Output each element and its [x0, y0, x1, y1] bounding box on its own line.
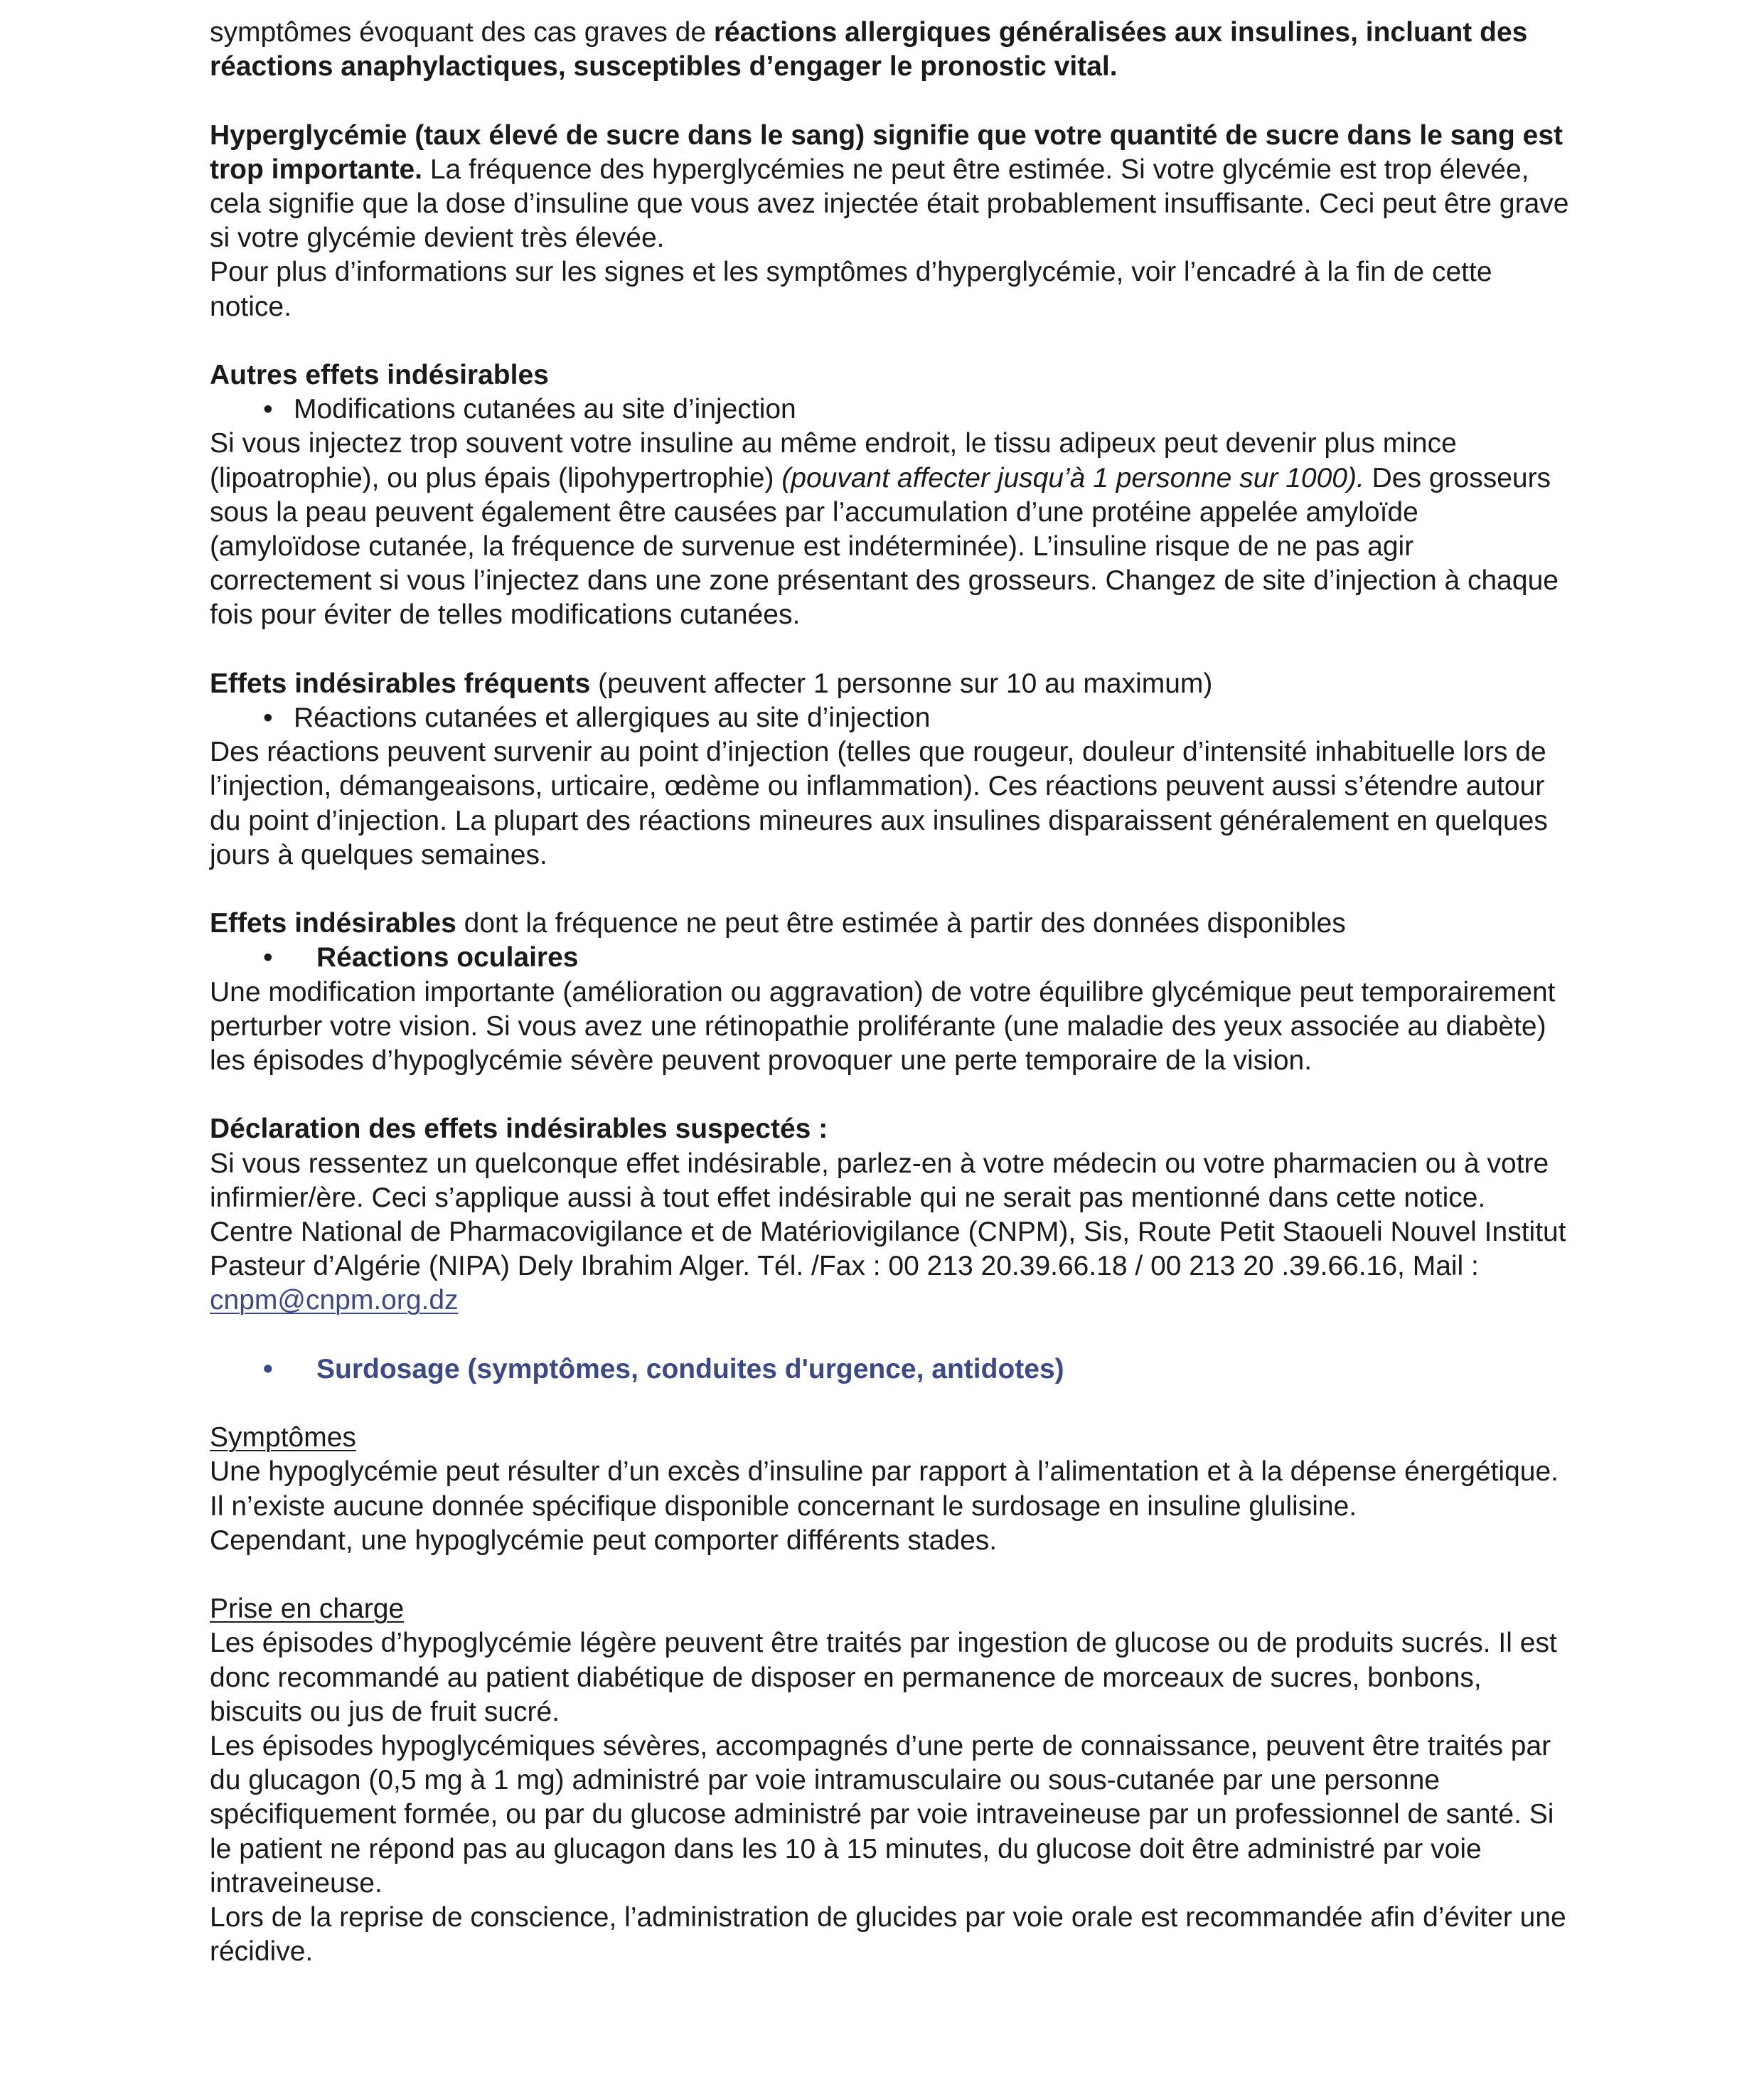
document-page	[210, 16, 1575, 1969]
list-item: • Réactions cutanées et allergiques au site d’injection	[210, 701, 1575, 735]
allergy-paragraph: symptômes évoquant des cas graves de réactions allergiques généralisées aux insulines, incluant des réactions anaphylactiques, susceptibles d’engager le pronostic vital.	[210, 17, 1528, 82]
list-item: • Modifications cutanées au site d’injection	[210, 393, 1575, 427]
ocular-reactions-list	[210, 941, 1575, 975]
management-paragraph: Lors de la reprise de conscience, l’administration de glucides par voie orale est recommandée afin d’éviter une récidive.	[210, 1902, 1566, 1968]
management-paragraph: Les épisodes hypoglycémiques sévères, accompagnés d’une perte de connaissance, peuvent être traités par du glucagon (0,5 mg à 1 mg) administré par voie intramusculaire ou sous-cutanée par une personne spécifiquement formée, ou par du glucose administré par voie intraveineuse par un professionnel de santé. Si le patient ne répond pas au glucagon dans les 10 à 15 minutes, du glucose doit être administré par voie intraveineuse.	[210, 1731, 1554, 1899]
symptoms-heading: Symptômes	[210, 1422, 356, 1453]
declaration-heading: Déclaration des effets indésirables suspectés :	[210, 1114, 828, 1145]
list-item: • Réactions oculaires	[210, 941, 1575, 975]
frequent-effects-paragraph: Des réactions peuvent survenir au point d’injection (telles que rougeur, douleur d’intensité inhabituelle lors de l’injection, démangeaisons, urticaire, œdème ou inflammation). Ces réactions peuvent aussi s’étendre autour du point d’injection. La plupart des réactions mineures aux insulines disparaissent généralement en quelques jours à quelques semaines.	[210, 737, 1548, 870]
overdose-section-heading: • Surdosage (symptômes, conduites d'urgence, antidotes)	[210, 1352, 1575, 1387]
unknown-frequency-heading: Effets indésirables dont la fréquence ne peut être estimée à partir des données disponibles	[210, 908, 1346, 939]
frequent-effects-heading: Effets indésirables fréquents (peuvent affecter 1 personne sur 10 au maximum)	[210, 668, 1213, 699]
hyperglycemia-more-info: Pour plus d’informations sur les signes et les symptômes d’hyperglycémie, voir l’encadré à la fin de cette notice.	[210, 257, 1492, 322]
declaration-paragraph: Si vous ressentez un quelconque effet indésirable, parlez-en à votre médecin ou votre pharmacien ou à votre infirmier/ère. Ceci s’applique aussi à tout effet indésirable qui ne serait pas mentionné dans cette notice.	[210, 1148, 1549, 1213]
other-effects-heading: Autres effets indésirables	[210, 360, 549, 390]
management-paragraph: Les épisodes d’hypoglycémie légère peuvent être traités par ingestion de glucose ou de produits sucrés. Il est donc recommandé au patient diabétique de disposer en permanence de morceaux de sucres, bonbons, biscuits ou jus de fruit sucré.	[210, 1628, 1557, 1727]
symptoms-paragraph: Cependant, une hypoglycémie peut comporter différents stades.	[210, 1525, 998, 1556]
ocular-reactions-paragraph: Une modification importante (amélioration ou aggravation) de votre équilibre glycémique peut temporairement perturber votre vision. Si vous avez une rétinopathie proliférante (une maladie des yeux associée au diabète) les épisodes d’hypoglycémie sévère peuvent provoquer une perte temporaire de la vision.	[210, 976, 1556, 1077]
other-effects-list	[210, 393, 1575, 427]
frequent-effects-list	[210, 701, 1575, 735]
cnpm-email-link[interactable]: cnpm@cnpm.org.dz	[210, 1285, 459, 1316]
overdose-section-list	[210, 1352, 1575, 1387]
management-heading: Prise en charge	[210, 1594, 405, 1625]
symptoms-paragraph: Il n’existe aucune donnée spécifique disponible concernant le surdosage en insuline glulisine.	[210, 1490, 1357, 1522]
hyperglycemia-paragraph: Hyperglycémie (taux élevé de sucre dans le sang) signifie que votre quantité de sucre dans le sang est trop importante. La fréquence des hyperglycémies ne peut être estimée. Si votre glycémie est trop élevée, cela signifie que la dose d’insuline que vous avez injectée était probablement insuffisante. Ceci peut être grave si votre glycémie devient très élevée.	[210, 119, 1569, 254]
symptoms-paragraph: Une hypoglycémie peut résulter d’un excès d’insuline par rapport à l’alimentation et à la dépense énergétique.	[210, 1456, 1559, 1488]
other-effects-paragraph: Si vous injectez trop souvent votre insuline au même endroit, le tissu adipeux peut devenir plus mince (lipoatrophie), ou plus épais (lipohypertrophie) (pouvant affecter jusqu’à 1 personne sur 1000). Des grosseurs sous la peau peuvent également être causées par l’accumulation d’une protéine appelée amyloïde (amyloïdose cutanée, la fréquence de survenue est indéterminée). L’insuline risque de ne pas agir correctement si vous l’injectez dans une zone présentant des grosseurs. Changez de site d’injection à chaque fois pour éviter de telles modifications cutanées.	[210, 428, 1559, 631]
cnpm-contact-paragraph: Centre National de Pharmacovigilance et de Matériovigilance (CNPM), Sis, Route Petit Staoueli Nouvel Institut Pasteur d’Algérie (NIPA) Dely Ibrahim Alger. Tél. /Fax : 00 213 20.39.66.18 / 00 213 20 .39.66.16, Mail : cnpm@cnpm.org.dz	[210, 1217, 1566, 1316]
